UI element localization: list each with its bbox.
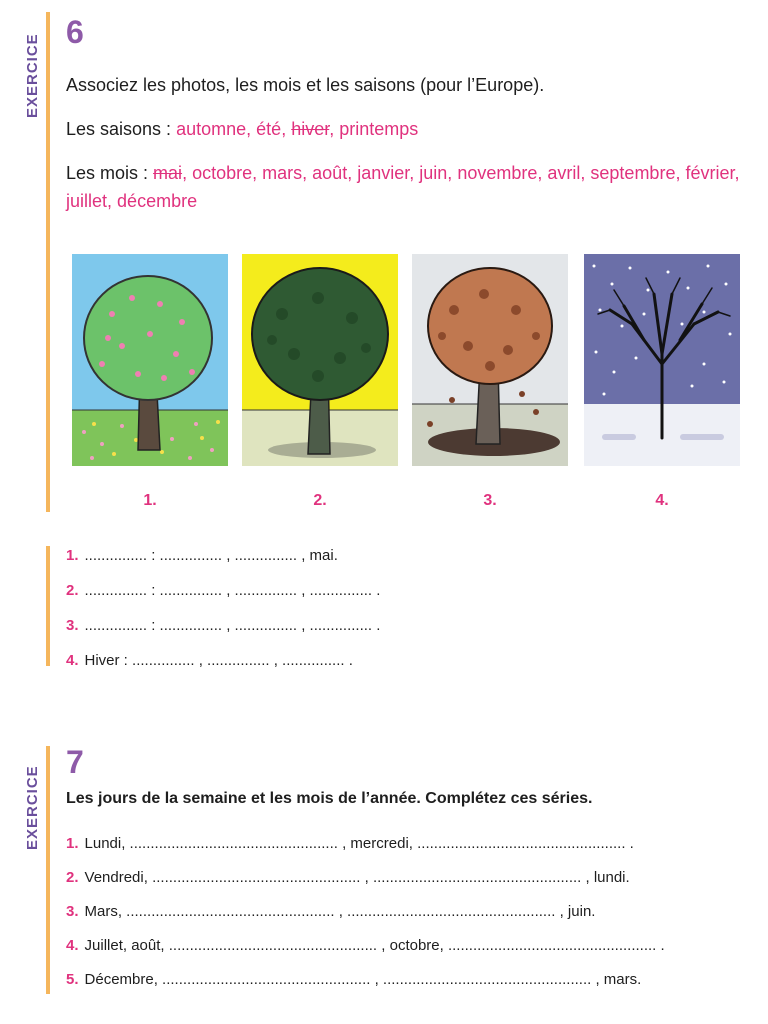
saison-word: été, — [256, 119, 292, 139]
saison-word: printemps — [339, 119, 419, 139]
mois-line-1 — [66, 162, 740, 184]
answer-line: 4. Hiver : ............... , ............... , ............... . — [66, 652, 353, 669]
exercise-side-label: EXERCICE — [24, 765, 41, 850]
saisons-label: Les saisons : — [66, 119, 172, 139]
summer-tree-photo — [242, 254, 398, 466]
photo-caption: 2. — [313, 492, 327, 509]
photo-caption: 3. — [483, 492, 497, 509]
mois-line-2: juillet, décembre — [66, 191, 198, 211]
exercise-instruction: Les jours de la semaine et les mois de l’année. Complétez ces séries. — [66, 790, 593, 807]
exercise-number: 6 — [66, 14, 84, 50]
exercise-instruction: Associez les photos, les mois et les saisons (pour l’Europe). — [66, 75, 545, 95]
saisons-line — [66, 118, 418, 140]
series-line: 4. Juillet, août, .................................................. , octobre, .................................................. . — [66, 937, 665, 954]
answers-side-bar — [46, 546, 50, 666]
answer-line: 2. ............... : ............... , ............... , ............... . — [66, 582, 381, 599]
mois-label: Les mois : — [66, 163, 149, 183]
series-line: 5. Décembre, .................................................. , .................................................. , mars. — [66, 971, 642, 988]
exercise-side-label: EXERCICE — [24, 33, 41, 118]
series-line: 3. Mars, .................................................. , .................................................. , juin. — [66, 903, 596, 920]
spring-tree-photo — [72, 254, 228, 466]
photo-caption: 4. — [655, 492, 669, 509]
photo-caption: 1. — [143, 492, 157, 509]
series-line: 1. Lundi, .................................................. , mercredi, .................................................. . — [66, 835, 634, 852]
winter-tree-photo — [584, 254, 740, 466]
exercise-side-bar — [46, 12, 50, 512]
exercise-side-bar — [46, 746, 50, 994]
mois-list: mai, octobre, mars, août, janvier, juin, novembre, avril, septembre, février, — [153, 163, 740, 183]
answer-line: 3. ............... : ............... , ............... , ............... . — [66, 617, 381, 634]
answer-line: 1. ............... : ............... , ............... , mai. — [66, 547, 338, 564]
exercise-number: 7 — [66, 744, 84, 780]
saison-word: hiver, — [291, 119, 340, 139]
series-line: 2. Vendredi, .................................................. , .................................................. , lundi. — [66, 869, 630, 886]
saison-word: automne, — [176, 119, 257, 139]
autumn-tree-photo — [412, 254, 568, 466]
